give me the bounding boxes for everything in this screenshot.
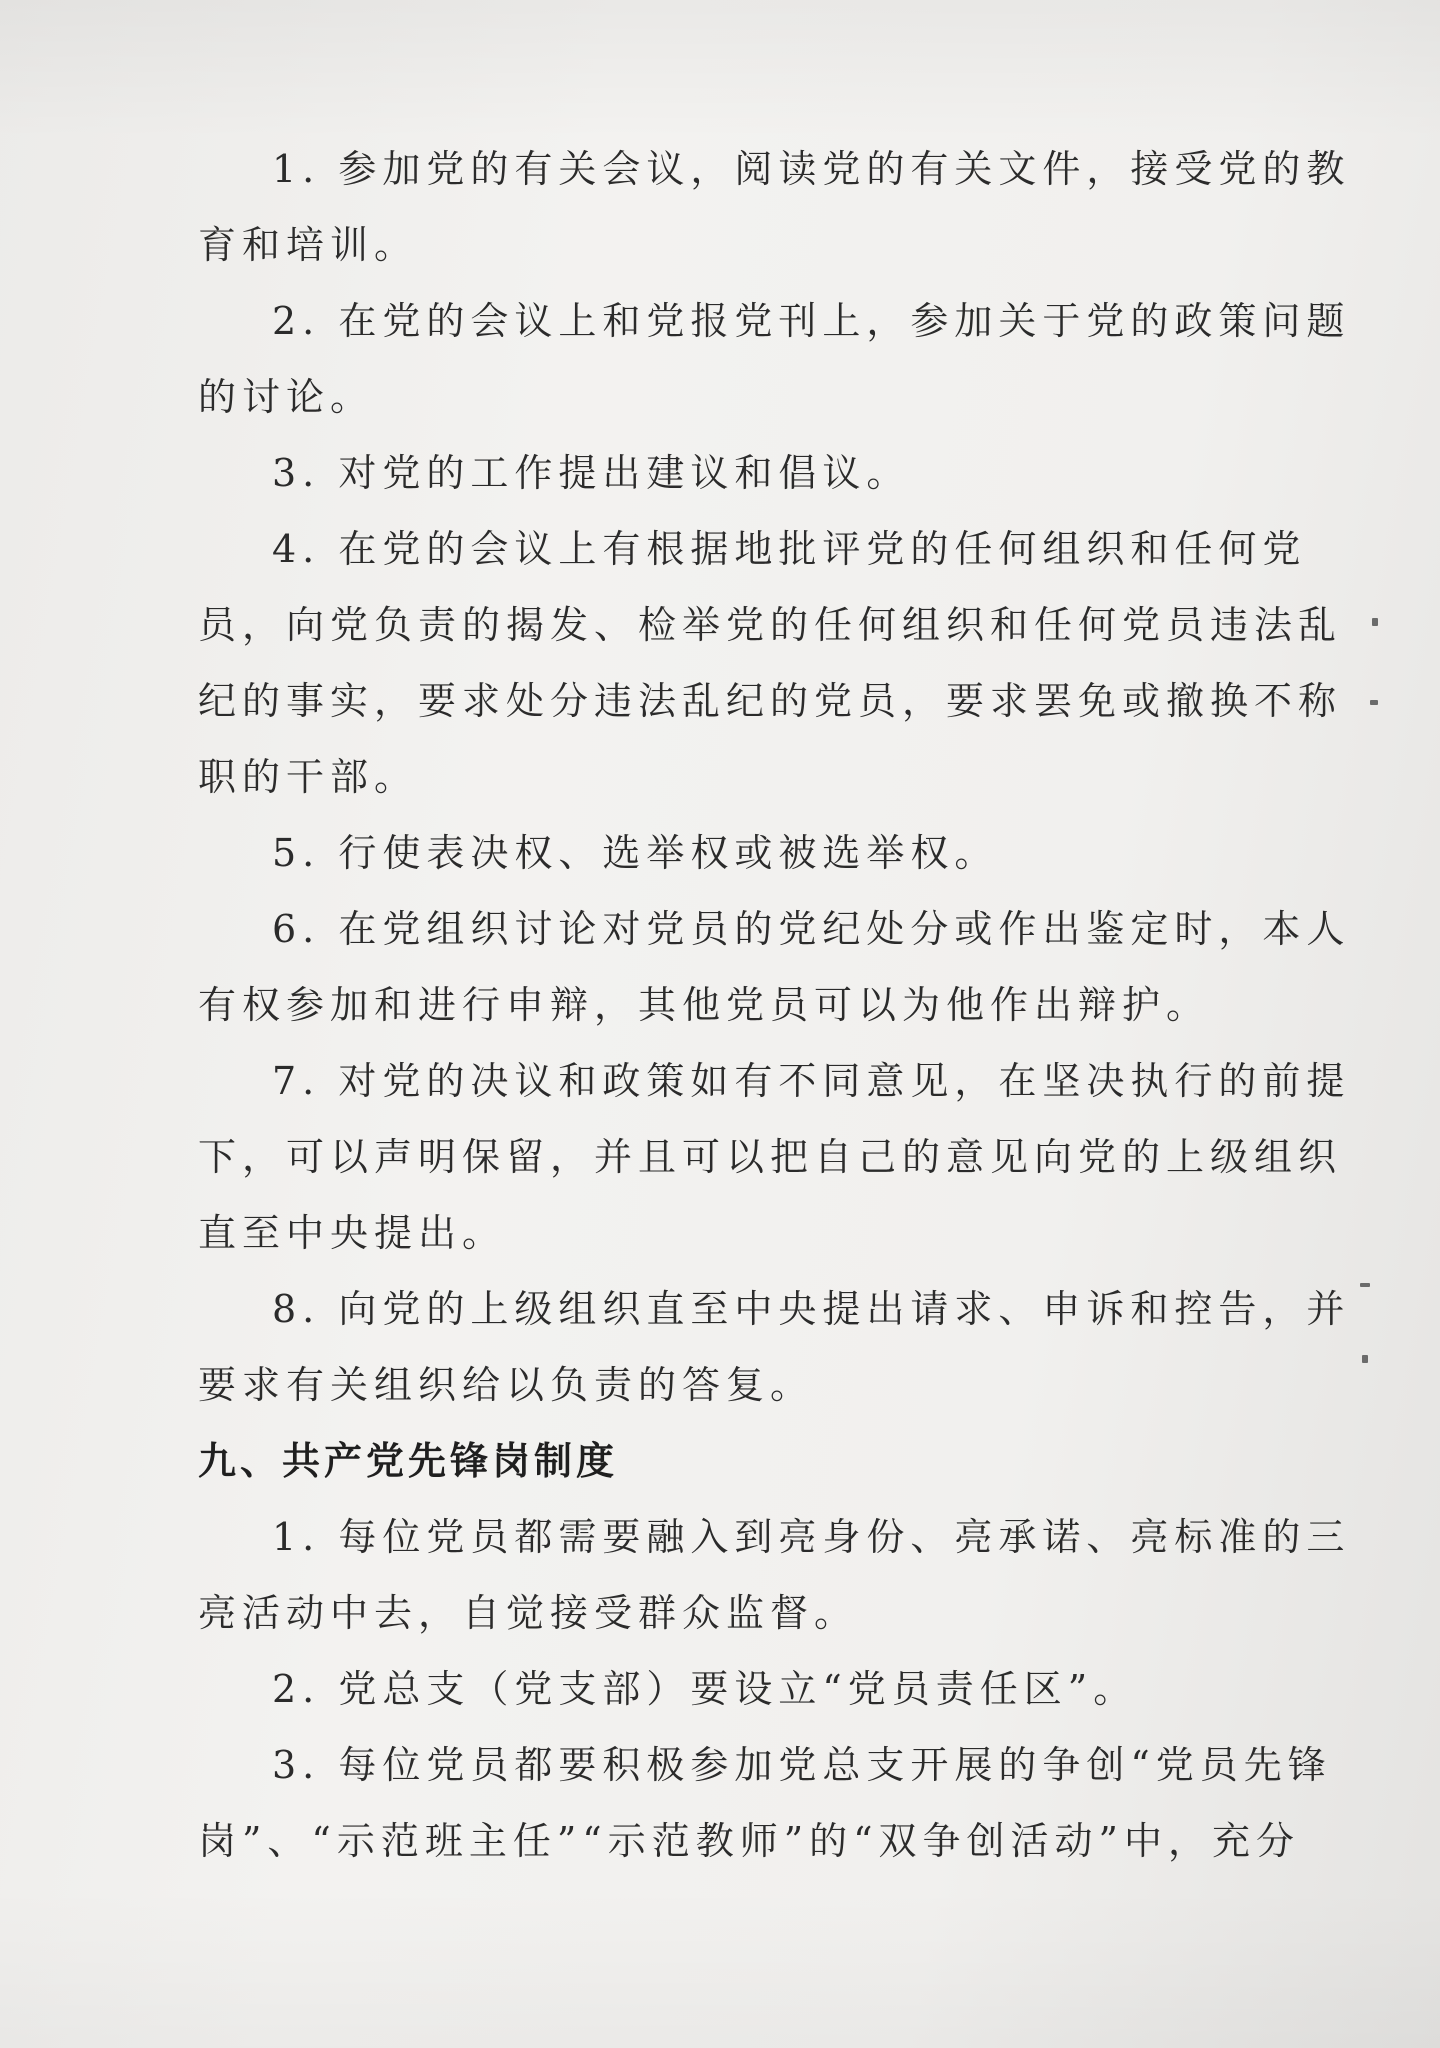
item-7-line-3: 直至中央提出。 xyxy=(198,1211,507,1255)
item-4-line-4: 职的干部。 xyxy=(198,755,419,799)
item-7-line-1: 7. 对党的决议和政策如有不同意见，在坚决执行的前提 xyxy=(272,1059,1351,1103)
paper-speck xyxy=(1362,1355,1368,1363)
item-4-line-3: 纪的事实，要求处分违法乱纪的党员，要求罢免或撤换不称 xyxy=(198,679,1343,723)
item-7-line-2: 下，可以声明保留，并且可以把自己的意见向党的上级组织 xyxy=(198,1135,1343,1179)
item-2-line-1: 2. 在党的会议上和党报党刊上，参加关于党的政策问题 xyxy=(272,299,1351,343)
paper-speck xyxy=(1370,700,1378,705)
sec9-item-3-line-2: 岗”、“示范班主任”“示范教师”的“双争创活动”中，充分 xyxy=(198,1819,1300,1863)
item-8-line-1: 8. 向党的上级组织直至中央提出请求、申诉和控告，并 xyxy=(272,1287,1351,1331)
sec9-item-3-line-1: 3. 每位党员都要积极参加党总支开展的争创“党员先锋 xyxy=(272,1743,1332,1787)
item-1-line-1: 1. 参加党的有关会议，阅读党的有关文件，接受党的教 xyxy=(272,147,1351,191)
sec9-item-1-line-2: 亮活动中去，自觉接受群众监督。 xyxy=(198,1591,859,1635)
item-3-line-1: 3. 对党的工作提出建议和倡议。 xyxy=(272,451,911,495)
item-5-line-1: 5. 行使表决权、选举权或被选举权。 xyxy=(272,831,999,875)
page-shadow-bottom xyxy=(0,1888,1440,2048)
item-2-line-2: 的讨论。 xyxy=(198,375,375,419)
item-6-line-1: 6. 在党组织讨论对党员的党纪处分或作出鉴定时，本人 xyxy=(272,907,1351,951)
page-shadow-top xyxy=(0,0,1440,140)
item-6-line-2: 有权参加和进行申辩，其他党员可以为他作出辩护。 xyxy=(198,983,1211,1027)
sec9-item-2-line-1: 2. 党总支（党支部）要设立“党员责任区”。 xyxy=(272,1667,1138,1711)
section-heading: 九、共产党先锋岗制度 xyxy=(198,1439,619,1483)
paper-speck xyxy=(1372,618,1378,626)
item-4-line-1: 4. 在党的会议上有根据地批评党的任何组织和任何党 xyxy=(272,527,1307,571)
item-1-line-2: 育和培训。 xyxy=(198,223,419,267)
sec9-item-1-line-1: 1. 每位党员都需要融入到亮身份、亮承诺、亮标准的三 xyxy=(272,1515,1351,1559)
item-4-line-2: 员，向党负责的揭发、检举党的任何组织和任何党员违法乱 xyxy=(198,603,1343,647)
paper-speck xyxy=(1360,1283,1370,1287)
item-8-line-2: 要求有关组织给以负责的答复。 xyxy=(198,1363,815,1407)
